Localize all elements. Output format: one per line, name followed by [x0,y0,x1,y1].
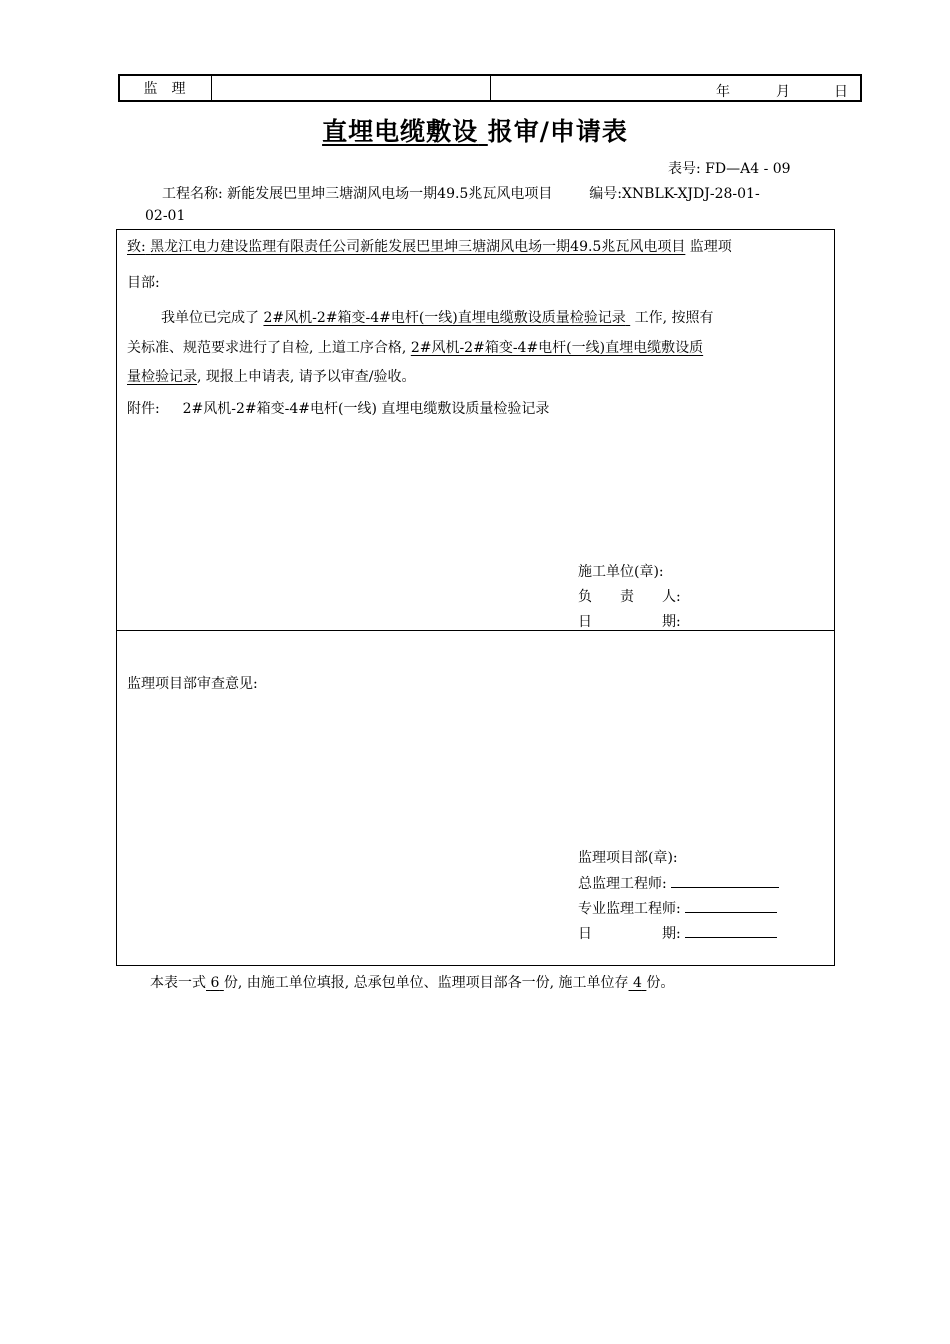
chief-engineer-label: 总监理工程师: [578,876,667,892]
supervision-dept-seal: 监理项目部(章): [578,850,678,866]
title-form: 报审/申请表 [487,117,628,146]
application-date: 日 期: [578,614,681,630]
addressee-suffix-2: 目部: [127,275,160,291]
review-date-blank [685,925,777,938]
work-item: 2#风机-2#箱变-4#电杆(一线)直埋电缆敷设质量检验记录 [263,310,626,326]
review-opinion-label: 监理项目部审查意见: [127,676,258,692]
code-label: 编号: [589,186,622,202]
header-date-cell [490,76,860,100]
project-label: 工程名称: [162,186,223,202]
record-name-part1: 2#风机-2#箱变-4#电杆(一线)直埋电缆敷设质 [410,340,704,356]
supervision-label: 监理 [120,76,212,100]
construction-unit-seal: 施工单位(章): [578,564,664,580]
page-title [0,112,950,148]
chief-engineer-line [578,873,779,893]
record-name-part2: 量检验记录 [127,369,197,385]
footer-note: 本表一式 6 份, 由施工单位填报, 总承包单位、监理项目部各一份, 施工单位存 4 份。 [150,975,675,991]
project-line [162,183,760,203]
keep-copies-count: 4 [632,975,642,991]
project-name: 新能发展巴里坤三塘湖风电场一期49.5兆瓦风电项目 [227,186,553,202]
attachment-line [127,398,549,418]
code-value-part2: 02-01 [145,208,186,224]
specialist-engineer-label: 专业监理工程师: [578,901,681,917]
month-label: 月 [776,84,790,100]
year-label: 年 [716,84,730,100]
chief-engineer-signature-blank [671,875,779,888]
addressee-org: 黑龙江电力建设监理有限责任公司新能发展巴里坤三塘湖风电场一期49.5兆瓦风电项目 [150,239,686,255]
review-date-line [578,923,777,943]
specialist-engineer-signature-blank [685,900,777,913]
code-value-part1: XNBLK-XJDJ-28-01- [621,186,760,202]
form-number: 表号: FD—A4 - 09 [668,161,791,177]
addressee-prefix: 致: [127,239,146,255]
body-line-3: 量检验记录, 现报上申请表, 请予以审查/验收。 [127,369,416,385]
review-date-label: 日 期: [578,926,681,942]
body-line-2: 关标准、规范要求进行了自检, 上道工序合格, 2#风机-2#箱变-4#电杆(一线)直埋电缆敷设质 [127,340,704,356]
body-line-1: 我单位已完成了 2#风机-2#箱变-4#电杆(一线)直埋电缆敷设质量检验记录 工作, 按照有 [161,310,714,326]
specialist-engineer-line [578,898,777,918]
header-strip [118,74,862,102]
copies-count: 6 [210,975,220,991]
attachment-value: 2#风机-2#箱变-4#电杆(一线) 直埋电缆敷设质量检验记录 [182,401,550,417]
responsible-person: 负 责 人: [578,589,681,605]
attachment-label: 附件: [127,401,160,417]
title-subject: 直埋电缆敷设 [322,117,479,146]
header-blank-cell [212,76,491,100]
application-section [116,229,835,631]
addressee-suffix: 监理项 [689,239,732,255]
addressee-line [127,236,732,256]
review-section [116,630,835,966]
day-label: 日 [834,84,848,100]
